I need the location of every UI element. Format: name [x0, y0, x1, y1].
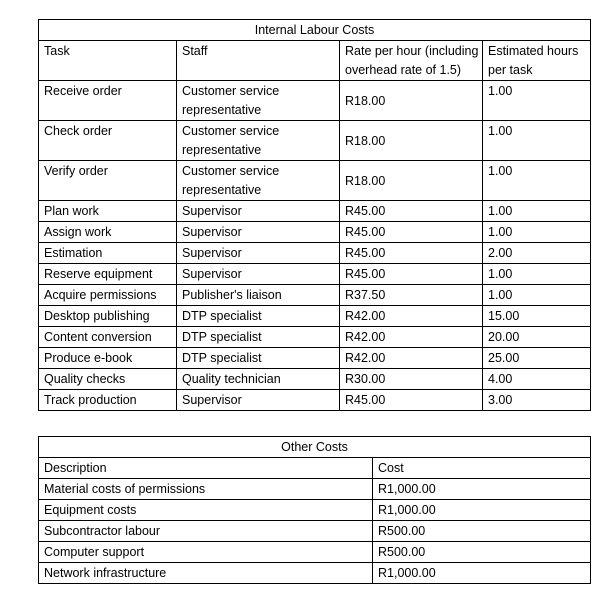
staff-line1: Customer service [182, 164, 280, 178]
header-hours-line2: per task [488, 63, 533, 77]
other-costs-table [38, 436, 591, 584]
table-row [39, 563, 591, 584]
task-cell: Receive order [39, 81, 177, 121]
cost-cell: R1,000.00 [373, 563, 591, 584]
staff-cell [177, 121, 340, 161]
rate-cell: R18.00 [340, 81, 483, 121]
task-cell: Track production [39, 390, 177, 411]
task-cell: Assign work [39, 222, 177, 243]
staff-cell: Supervisor [177, 243, 340, 264]
table-row [39, 161, 591, 201]
cost-cell: R1,000.00 [373, 479, 591, 500]
description-cell: Equipment costs [39, 500, 373, 521]
header-cost: Cost [373, 458, 591, 479]
staff-cell: Supervisor [177, 201, 340, 222]
task-cell: Verify order [39, 161, 177, 201]
task-cell: Estimation [39, 243, 177, 264]
task-cell: Content conversion [39, 327, 177, 348]
internal-labour-costs-table [38, 19, 591, 411]
rate-cell: R37.50 [340, 285, 483, 306]
table-row [39, 479, 591, 500]
hours-cell: 3.00 [483, 390, 591, 411]
hours-cell: 1.00 [483, 81, 591, 121]
cost-cell: R500.00 [373, 542, 591, 563]
description-cell: Computer support [39, 542, 373, 563]
table-row [39, 81, 591, 121]
table-row [39, 243, 591, 264]
staff-line1: Customer service [182, 84, 280, 98]
table-row [39, 390, 591, 411]
header-description: Description [39, 458, 373, 479]
header-rate-line1: Rate per hour (including [345, 44, 479, 58]
staff-cell [177, 81, 340, 121]
hours-cell: 1.00 [483, 285, 591, 306]
rate-cell: R30.00 [340, 369, 483, 390]
rate-cell: R18.00 [340, 121, 483, 161]
table-row [39, 306, 591, 327]
table-row [39, 500, 591, 521]
header-hours [483, 41, 591, 81]
header-rate [340, 41, 483, 81]
description-cell: Material costs of permissions [39, 479, 373, 500]
task-cell: Reserve equipment [39, 264, 177, 285]
staff-cell: Supervisor [177, 264, 340, 285]
staff-cell: Supervisor [177, 222, 340, 243]
table-row [39, 121, 591, 161]
table-row [39, 521, 591, 542]
rate-cell: R42.00 [340, 327, 483, 348]
staff-cell: Publisher's liaison [177, 285, 340, 306]
cost-cell: R500.00 [373, 521, 591, 542]
task-cell: Desktop publishing [39, 306, 177, 327]
table-row [39, 327, 591, 348]
labour-header-row [39, 41, 591, 81]
header-hours-line1: Estimated hours [488, 44, 579, 58]
hours-cell: 1.00 [483, 121, 591, 161]
table-row [39, 348, 591, 369]
table-row [39, 285, 591, 306]
hours-cell: 20.00 [483, 327, 591, 348]
staff-line2: representative [182, 183, 262, 197]
staff-cell: DTP specialist [177, 327, 340, 348]
rate-cell: R42.00 [340, 306, 483, 327]
staff-cell: DTP specialist [177, 348, 340, 369]
rate-cell: R45.00 [340, 201, 483, 222]
table-row [39, 222, 591, 243]
task-cell: Check order [39, 121, 177, 161]
table-row [39, 542, 591, 563]
staff-cell: Supervisor [177, 390, 340, 411]
staff-line2: representative [182, 103, 262, 117]
task-cell: Quality checks [39, 369, 177, 390]
header-staff: Staff [177, 41, 340, 81]
hours-cell: 15.00 [483, 306, 591, 327]
table-row [39, 369, 591, 390]
hours-cell: 25.00 [483, 348, 591, 369]
rate-cell: R45.00 [340, 243, 483, 264]
staff-line1: Customer service [182, 124, 280, 138]
labour-title-row [39, 20, 591, 41]
task-cell: Produce e-book [39, 348, 177, 369]
rate-cell: R45.00 [340, 264, 483, 285]
hours-cell: 1.00 [483, 264, 591, 285]
description-cell: Network infrastructure [39, 563, 373, 584]
staff-cell: Quality technician [177, 369, 340, 390]
rate-cell: R45.00 [340, 222, 483, 243]
hours-cell: 1.00 [483, 201, 591, 222]
task-cell: Plan work [39, 201, 177, 222]
other-title-row [39, 437, 591, 458]
staff-line2: representative [182, 143, 262, 157]
task-cell: Acquire permissions [39, 285, 177, 306]
staff-cell: DTP specialist [177, 306, 340, 327]
table-row [39, 264, 591, 285]
header-rate-line2: overhead rate of 1.5) [345, 63, 462, 77]
other-header-row [39, 458, 591, 479]
labour-table-title: Internal Labour Costs [39, 20, 591, 41]
description-cell: Subcontractor labour [39, 521, 373, 542]
rate-cell: R42.00 [340, 348, 483, 369]
other-table-title: Other Costs [39, 437, 591, 458]
header-task: Task [39, 41, 177, 81]
table-row [39, 201, 591, 222]
hours-cell: 1.00 [483, 222, 591, 243]
staff-cell [177, 161, 340, 201]
rate-cell: R18.00 [340, 161, 483, 201]
hours-cell: 1.00 [483, 161, 591, 201]
hours-cell: 2.00 [483, 243, 591, 264]
cost-cell: R1,000.00 [373, 500, 591, 521]
hours-cell: 4.00 [483, 369, 591, 390]
rate-cell: R45.00 [340, 390, 483, 411]
